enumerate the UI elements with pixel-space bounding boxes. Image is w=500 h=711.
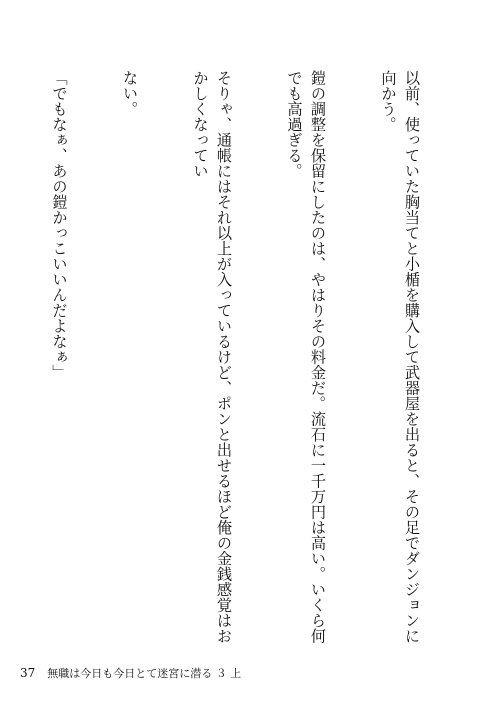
- text-line: 以前、使っていた胸当てと小楯を購入して武器屋を出ると、その足でダンジョンに向かう。: [379, 70, 421, 644]
- text-line: ない。: [121, 70, 139, 117]
- text-line: 鎧の調整を保留にしたのは、やはりその料金だ。流石に一千万円は高い。いくら何でも高過ぎる。: [285, 70, 327, 644]
- text-line: 「でもなぁ、あの鎧かっこいいんだよなぁ」: [50, 70, 69, 380]
- page-number: 37: [20, 666, 36, 680]
- text-line: そりゃ、通帳にはそれ以上が入っているけど、ポンと出せるほど俺の金銭感覚はおかしくなってい: [191, 70, 233, 644]
- body-text: [0, 70, 470, 645]
- book-title: 無職は今日も今日とて迷宮に潜る ３ 上: [47, 667, 242, 680]
- page-footer: [20, 665, 241, 681]
